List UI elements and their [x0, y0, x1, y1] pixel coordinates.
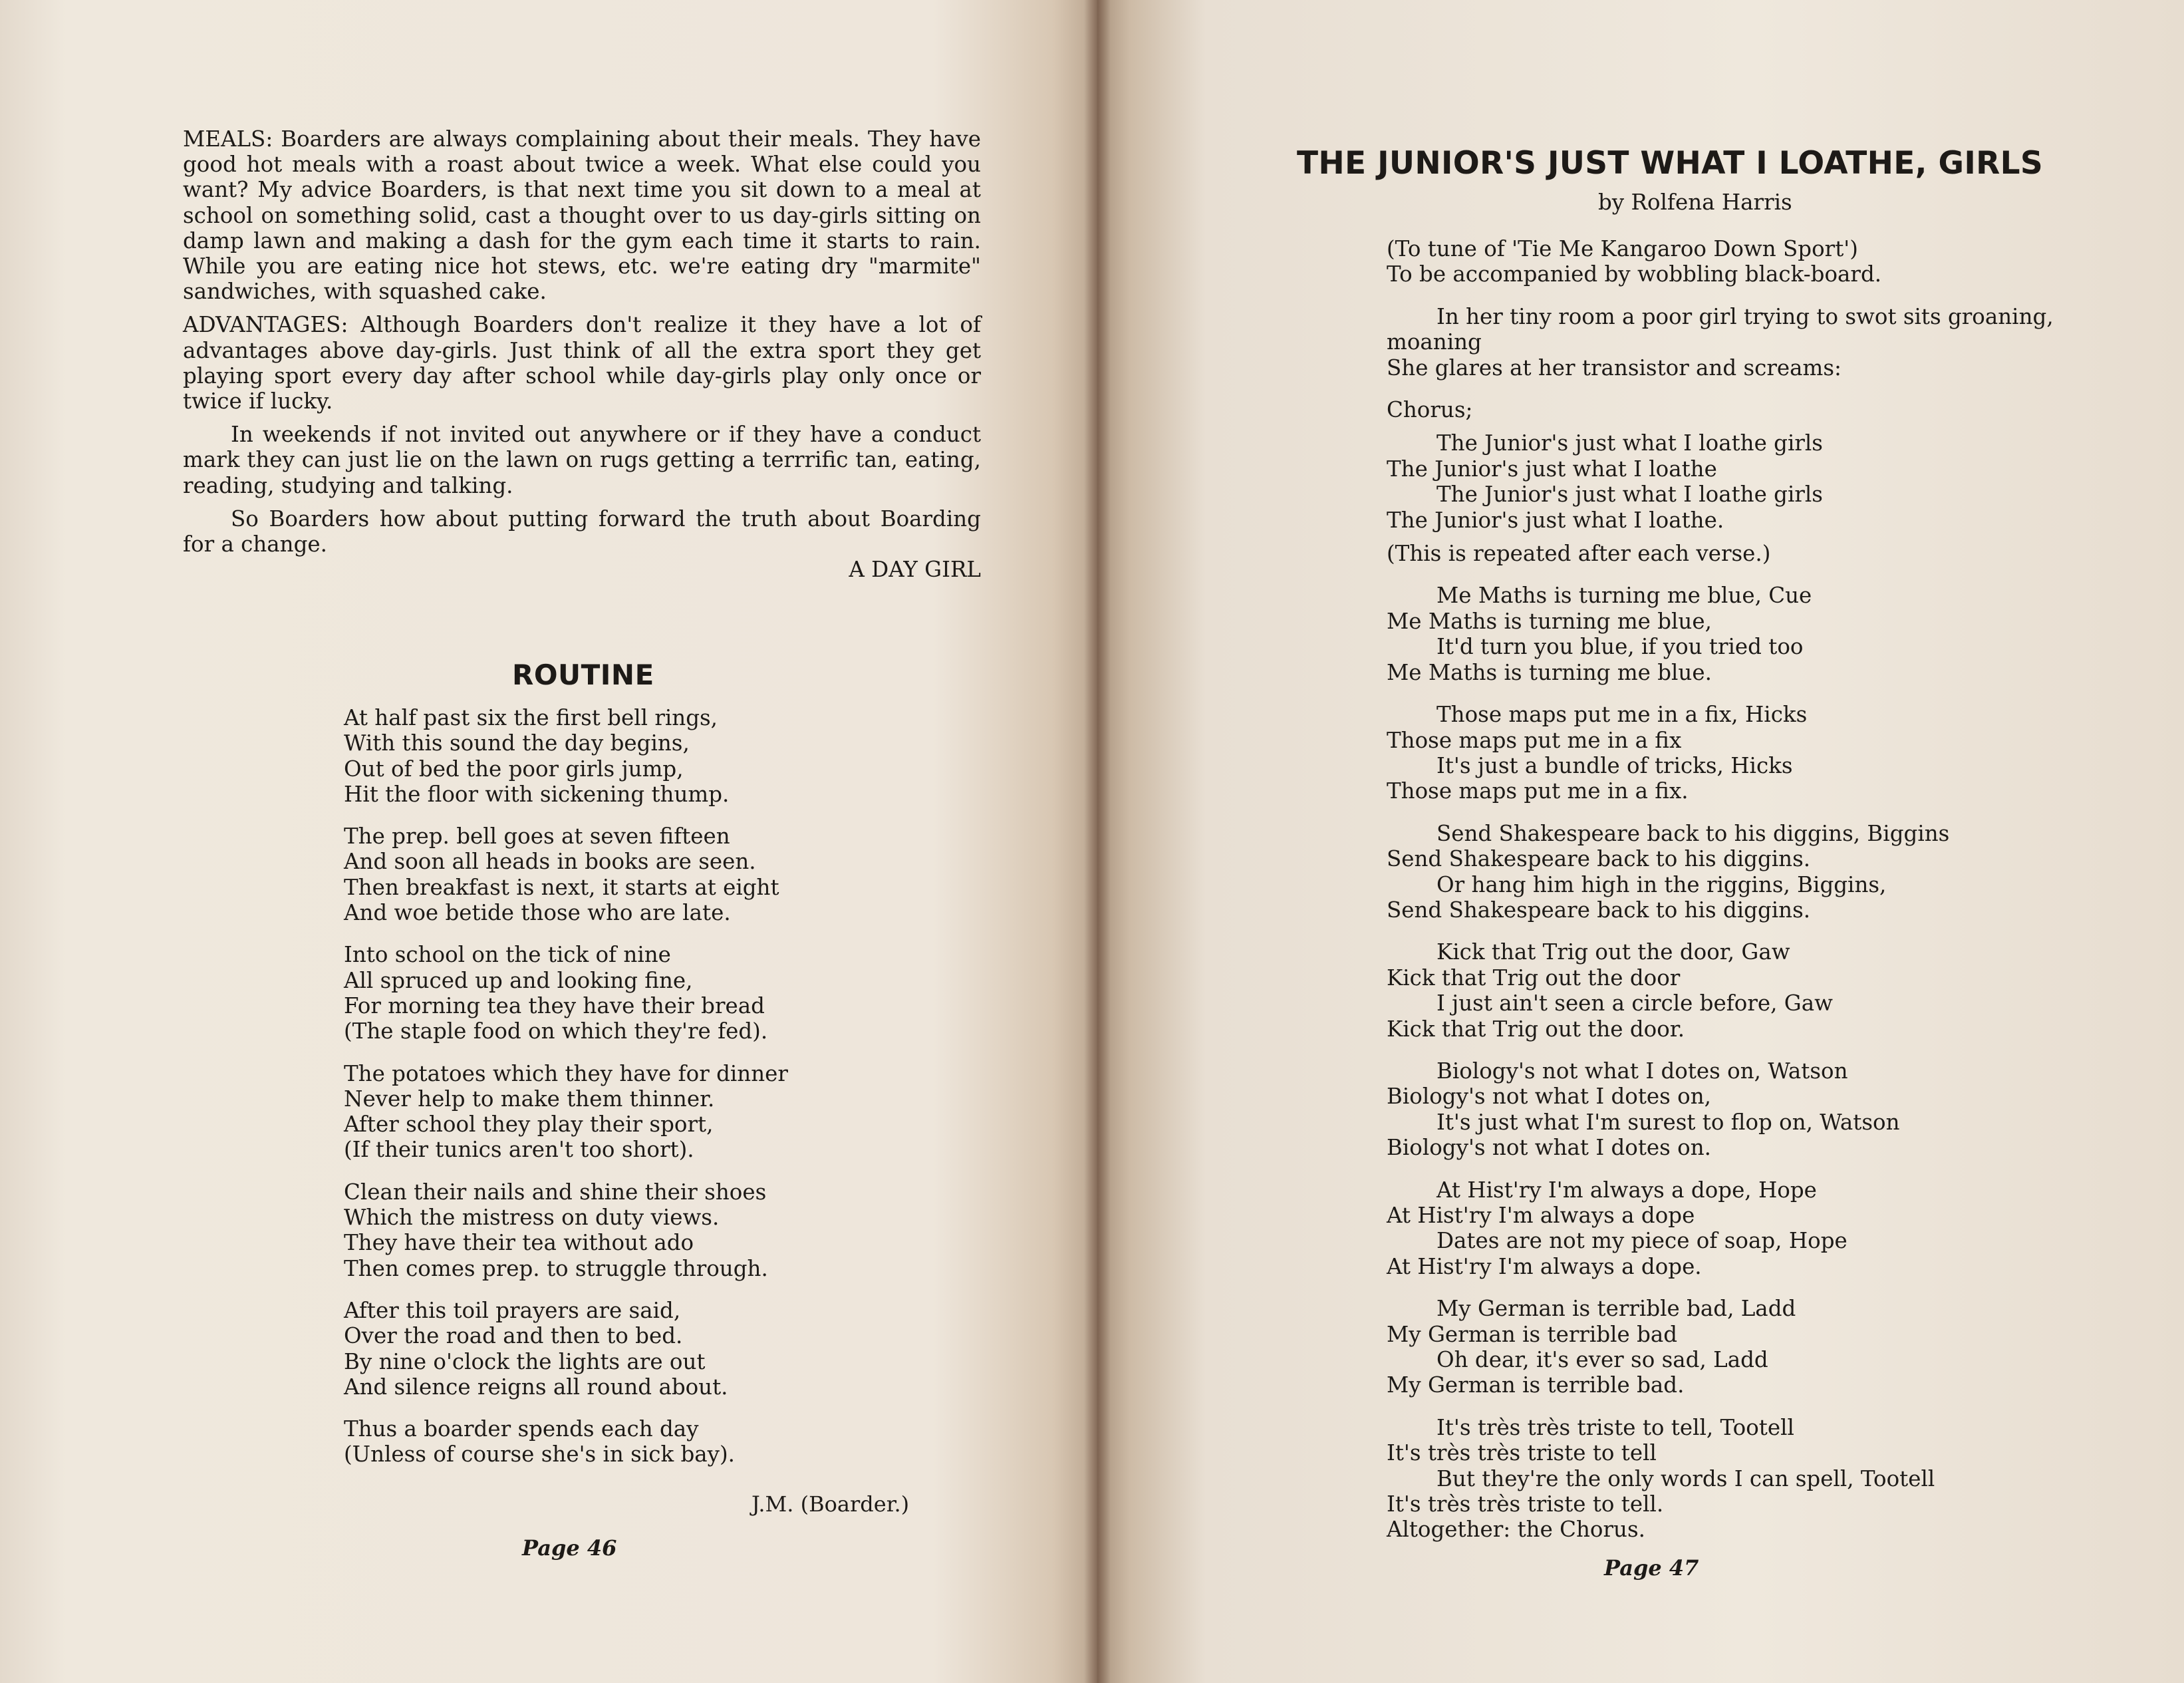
poem-line: And soon all heads in books are seen. [344, 849, 756, 875]
chorus-line: The Junior's just what I loathe girls [1436, 430, 1823, 456]
intro-line: (To tune of 'Tie Me Kangaroo Down Sport') [1387, 236, 1858, 261]
stanza [344, 1298, 902, 1400]
first-verse [1387, 304, 2125, 381]
verse-line: Kick that Trig out the door [1387, 965, 1681, 991]
verse [1387, 939, 2125, 1042]
stanza [344, 1061, 902, 1163]
verse-line: Dates are not my piece of soap, Hope [1436, 1228, 1847, 1254]
chorus-line: The Junior's just what I loathe girls [1436, 482, 1823, 508]
poem-line: After this toil prayers are said, [344, 1297, 681, 1323]
verse-line: Biology's not what I dotes on, Watson [1436, 1058, 1848, 1084]
verse-line: In her tiny room a poor girl trying to swot sits groaning, moaning [1387, 303, 2054, 355]
verse-line: Me Maths is turning me blue, [1387, 608, 1712, 634]
verse [1387, 1415, 2125, 1543]
verse-line: Kick that Trig out the door, Gaw [1436, 939, 1790, 965]
repeat-note: (This is repeated after each verse.) [1387, 541, 1771, 567]
stanza [344, 705, 902, 807]
poem-line: (If their tunics aren't too short). [344, 1137, 694, 1163]
verse-line: It's just a bundle of tricks, Hicks [1436, 752, 1793, 778]
verse-line: Or hang him high in the riggins, Biggins, [1436, 871, 1887, 897]
poem-title: ROUTINE [512, 659, 654, 691]
verse-line: Send Shakespeare back to his diggins, Biggins [1436, 820, 1950, 846]
stanza [344, 942, 902, 1044]
chorus [1387, 430, 2125, 533]
poem-line: At half past six the first bell rings, [344, 705, 718, 730]
stanza [344, 824, 902, 925]
verse-line: It's très très triste to tell. [1387, 1491, 1664, 1517]
verse-line: My German is terrible bad, Ladd [1436, 1296, 1796, 1322]
verse-line: Those maps put me in a fix. [1387, 778, 1689, 804]
verse [1387, 583, 2125, 685]
poem-signature: J.M. (Boarder.) [751, 1491, 910, 1517]
poem-line: Then comes prep. to struggle through. [344, 1255, 768, 1281]
verse-line: At Hist'ry I'm always a dope, Hope [1436, 1177, 1817, 1203]
chorus-line: The Junior's just what I loathe. [1387, 507, 1724, 533]
paragraph-meals: MEALS: Boarders are always complaining about their meals. They have good hot meals with a roast about twice a week. What else could you want? My advice Boarders, is that next time you sit down to a meal at school on something solid, cast a thought over to us day-girls sitting on damp lawn and making a dash for the gym each time it starts to rain. While you are eating nice hot stews, etc. we're eating dry "marmite" sandwiches, with squashed cake. [183, 126, 981, 305]
verse-line: Send Shakespeare back to his diggins. [1387, 846, 1811, 872]
verse [1387, 1296, 2125, 1398]
verse-line: Send Shakespeare back to his diggins. [1387, 897, 1811, 923]
poem-line: They have their tea without ado [344, 1230, 694, 1256]
poem-line: Out of bed the poor girls jump, [344, 756, 684, 782]
verse-line: Kick that Trig out the door. [1387, 1016, 1685, 1042]
verse-line: Biology's not what I dotes on, [1387, 1084, 1711, 1110]
poem-line: Hit the floor with sickening thump. [344, 781, 730, 807]
poem-line: By nine o'clock the lights are out [344, 1348, 706, 1374]
stanza [344, 1179, 902, 1281]
intro-line: To be accompanied by wobbling black-board. [1387, 261, 1882, 287]
verse-line: I just ain't seen a circle before, Gaw [1436, 991, 1833, 1016]
poem-line: After school they play their sport, [344, 1112, 714, 1138]
verse [1387, 821, 2125, 923]
verse-line: It's très très triste to tell [1387, 1440, 1657, 1466]
verse-line: But they're the only words I can spell, Tootell [1436, 1465, 1935, 1491]
song-title: THE JUNIOR'S JUST WHAT I LOATHE, GIRLS [1297, 145, 2044, 182]
right-page [1097, 0, 2184, 1683]
page-number-right: Page 47 [1604, 1555, 1699, 1581]
paragraph-advantages: ADVANTAGES: Although Boarders don't realize it they have a lot of advantages above day-girls. Just think of all the extra sport they get playing sport every day after school while day-girls play only once or twice if lucky. [183, 312, 981, 414]
verse-line: It'd turn you blue, if you tried too [1436, 634, 1804, 660]
verse-line: Those maps put me in a fix, Hicks [1436, 702, 1808, 728]
poem-line: All spruced up and looking fine, [344, 967, 693, 993]
poem-line: And woe betide those who are late. [344, 900, 731, 926]
page-number-left: Page 46 [522, 1535, 617, 1561]
paragraph-weekends: In weekends if not invited out anywhere or if they have a conduct mark they can just lie on the lawn on rugs getting a terrrific tan, eating, reading, studying and talking. [183, 422, 981, 498]
verse [1387, 702, 2125, 804]
poem-line: (The staple food on which they're fed). [344, 1018, 768, 1044]
song-byline: by Rolfena Harris [1598, 190, 1792, 215]
poem-line: With this sound the day begins, [344, 730, 690, 756]
poem-line: Into school on the tick of nine [344, 942, 671, 968]
verse-line: My German is terrible bad. [1387, 1372, 1685, 1398]
chorus-label: Chorus; [1387, 397, 1473, 423]
poem-routine [344, 705, 902, 1484]
poem-line: The potatoes which they have for dinner [344, 1060, 788, 1086]
poem-line: Never help to make them thinner. [344, 1086, 715, 1112]
verse-line: Biology's not what I dotes on. [1387, 1135, 1711, 1161]
verse-line: Those maps put me in a fix [1387, 727, 1682, 753]
book-gutter [1084, 0, 1111, 1683]
poem-line: Thus a boarder spends each day [344, 1416, 699, 1442]
chorus-line: The Junior's just what I loathe [1387, 456, 1717, 482]
verse [1387, 1177, 2125, 1280]
essay-text [183, 126, 981, 582]
poem-line: Which the mistress on duty views. [344, 1205, 720, 1231]
verse-line: Me Maths is turning me blue. [1387, 659, 1712, 685]
verse-line: At Hist'ry I'm always a dope. [1387, 1253, 1702, 1279]
poem-line: Over the road and then to bed. [344, 1323, 683, 1349]
verse-line: Me Maths is turning me blue, Cue [1436, 583, 1812, 609]
song-text [1387, 236, 2125, 1543]
verse-line: She glares at her transistor and screams: [1387, 355, 1842, 381]
poem-line: Then breakfast is next, it starts at eight [344, 874, 779, 900]
closing-line: Altogether: the Chorus. [1387, 1517, 1645, 1543]
song-intro [1387, 236, 2125, 287]
poem-line: The prep. bell goes at seven fifteen [344, 824, 730, 849]
poem-line: And silence reigns all round about. [344, 1374, 728, 1400]
verse-line: It's très très triste to tell, Tootell [1436, 1414, 1794, 1440]
poem-line: Clean their nails and shine their shoes [344, 1179, 767, 1205]
verse-line: My German is terrible bad [1387, 1321, 1678, 1347]
poem-line: (Unless of course she's in sick bay). [344, 1442, 736, 1467]
poem-line: For morning tea they have their bread [344, 993, 765, 1018]
verse-line: At Hist'ry I'm always a dope [1387, 1203, 1695, 1228]
essay-signature: A DAY GIRL [849, 557, 981, 583]
verse-line: It's just what I'm surest to flop on, Watson [1436, 1109, 1900, 1135]
paragraph-conclusion: So Boarders how about putting forward the truth about Boarding for a change. [183, 506, 981, 557]
verse-line: Oh dear, it's ever so sad, Ladd [1436, 1347, 1768, 1373]
stanza [344, 1416, 902, 1467]
verse [1387, 1058, 2125, 1161]
